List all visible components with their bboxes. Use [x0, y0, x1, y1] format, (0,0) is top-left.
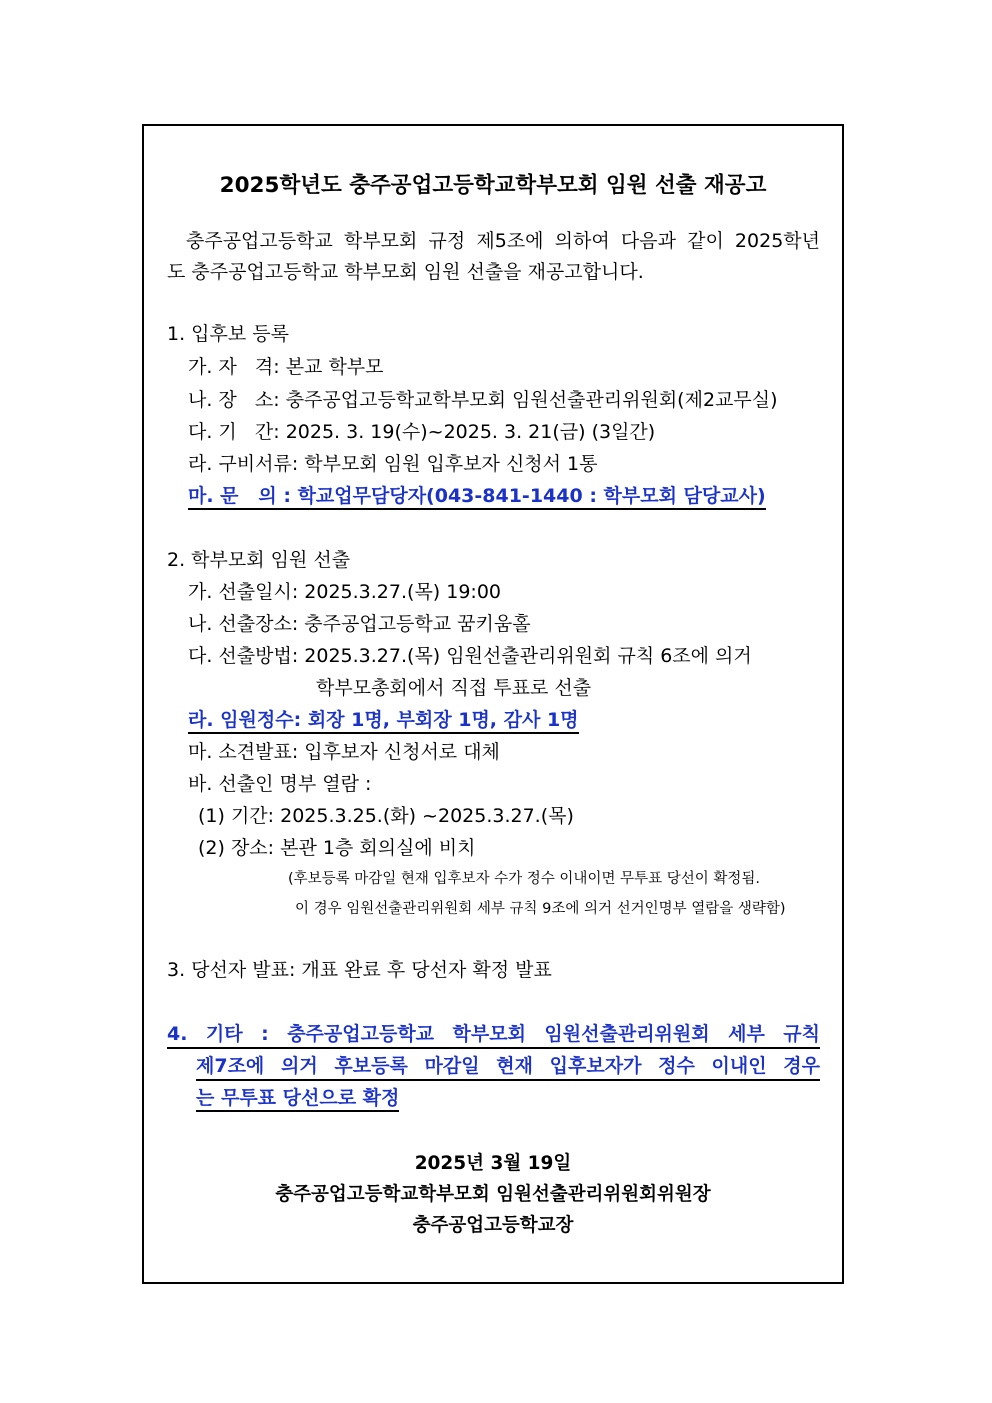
section1-heading: 1. 입후보 등록	[167, 323, 289, 345]
section4-line-2-text: 제7조에 의거 후보등록 마감일 현재 입후보자가 정수 이내인 경우	[196, 1054, 820, 1081]
section2-heading: 2. 학부모회 임원 선출	[167, 549, 351, 571]
section2-item-roster: 바. 선출인 명부 열람 :	[188, 773, 372, 795]
section2-item-roster-place: (2) 장소: 본관 1층 회의실에 비치	[198, 837, 476, 859]
section1-item-period: 다. 기 간: 2025. 3. 19(수)~2025. 3. 21(금) (3일간)	[188, 421, 656, 443]
section2-item-quota-text: 라. 임원정수: 회장 1명, 부회장 1명, 감사 1명	[188, 709, 579, 734]
section1-item-documents: 라. 구비서류: 학부모회 임원 입후보자 신청서 1통	[188, 453, 598, 475]
section2-note-1: (후보등록 마감일 현재 입후보자 수가 정수 이내이면 무투표 당선이 확정됨.	[288, 871, 760, 887]
section4-line-3	[196, 1086, 399, 1110]
footer-principal: 충주공업고등학교장	[412, 1215, 574, 1236]
section4-line-1	[167, 1022, 820, 1049]
intro-line-1: 충주공업고등학교 학부모회 규정 제5조에 의하여 다음과 같이 2025학년	[186, 230, 820, 252]
section2-item-method: 다. 선출방법: 2025.3.27.(목) 임원선출관리위원회 규칙 6조에 의거	[188, 645, 752, 667]
section2-item-roster-period: (1) 기간: 2025.3.25.(화) ~2025.3.27.(목)	[198, 805, 574, 827]
section2-item-speech: 마. 소견발표: 입후보자 신청서로 대체	[188, 741, 500, 763]
section4-line-1-text: 4. 기타 : 충주공업고등학교 학부모회 임원선출관리위원회 세부 규칙	[167, 1022, 820, 1049]
section2-item-quota	[188, 708, 579, 732]
section2-item-place: 나. 선출장소: 충주공업고등학교 꿈키움홀	[188, 613, 531, 635]
section1-item-inquiry-text: 마. 문 의 : 학교업무담당자(043-841-1440 : 학부모회 담당교사)	[188, 485, 766, 510]
section1-item-inquiry	[188, 484, 766, 508]
section2-item-datetime: 가. 선출일시: 2025.3.27.(목) 19:00	[188, 581, 502, 603]
section4-line-3-text: 는 무투표 당선으로 확정	[196, 1087, 399, 1112]
page-title: 2025학년도 충주공업고등학교학부모회 임원 선출 재공고	[219, 173, 767, 198]
section2-note-2: 이 경우 임원선출관리위원회 세부 규칙 9조에 의거 선거인명부 열람을 생략함)	[295, 901, 786, 917]
section1-item-qualification: 가. 자 격: 본교 학부모	[188, 356, 384, 378]
section2-item-method-cont: 학부모총회에서 직접 투표로 선출	[316, 677, 592, 699]
section4-line-2	[196, 1054, 820, 1081]
footer-date: 2025년 3월 19일	[414, 1153, 572, 1174]
section3-heading: 3. 당선자 발표: 개표 완료 후 당선자 확정 발표	[167, 959, 552, 981]
section1-item-place: 나. 장 소: 충주공업고등학교학부모회 임원선출관리위원회(제2교무실)	[188, 389, 778, 411]
intro-line-2: 도 충주공업고등학교 학부모회 임원 선출을 재공고합니다.	[167, 261, 644, 283]
footer-committee-chair: 충주공업고등학교학부모회 임원선출관리위원회위원장	[275, 1184, 711, 1205]
